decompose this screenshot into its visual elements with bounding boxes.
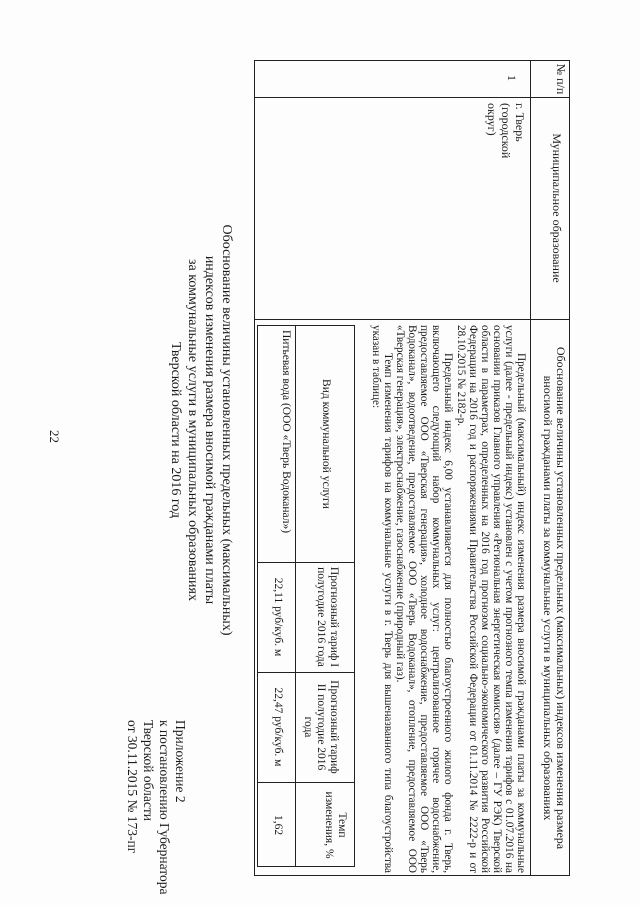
inner-header-tariff-h2: Прогнозный тариф II полугодие 2016 года <box>302 680 340 774</box>
title-line: индексов изменения размера вносимой гражданами платы <box>202 255 217 605</box>
inner-header-divider <box>295 326 296 866</box>
row-number: 1 <box>505 75 519 81</box>
inner-header-service: Вид коммунальной услуги <box>320 379 332 509</box>
inner-cell-tariff-h1: 22,11 руб/куб. м <box>272 577 284 657</box>
inner-cell-rate: 1,62 <box>272 814 284 836</box>
paragraph: Предельный индекс 6,00 устанавливается для полностью благоустроенного жилого фонда г. Тверь, включающего следующий набор коммунальных услуг: централизованное горячее водоснабжение, предоставляемое ООО «Тверская генерация», холодное водоснабжение, предоставляемое ООО «Тверь Водоканал», водоотведение, предоставляемое ООО «Тверь Водоканал», отопление, предоставляемое ООО «Тверская генерация», электроснабжение, газоснабжение (природный газ). <box>394 325 455 873</box>
appendix-line: Тверской области <box>141 720 156 821</box>
appendix-block <box>124 720 188 900</box>
inner-divider <box>258 562 354 563</box>
inner-header-tariff-h1: Прогнозный тариф I полугодие 2016 года <box>315 566 340 668</box>
document-title <box>167 150 235 710</box>
municipality-name: г. Тверь (городской округ) <box>485 103 527 159</box>
appendix-line: к постановлению Губернатора <box>157 720 172 895</box>
header-municipality: Муниципальное образование <box>550 133 564 283</box>
title-line: Тверской области на 2016 год <box>168 341 183 518</box>
inner-divider <box>258 672 354 673</box>
inner-cell-tariff-h2: 22,47 руб/куб. м <box>272 687 284 767</box>
header-justification: Обоснование величины установленных предельных (максимальных) индексов изменения размера вносимой гражданами платы за коммунальные услуги в муниципальных образованиях <box>541 346 568 850</box>
justification-text <box>370 325 527 873</box>
column-divider <box>255 97 569 98</box>
page-number: 22 <box>47 430 62 443</box>
appendix-line: от 30.11.2015 № 173-пг <box>125 720 140 854</box>
paragraph: Темп изменения тарифов на коммунальные услуги в г. Тверь для вышеназванного типа благоустройства указан в таблице: <box>369 325 394 873</box>
header-num: № п/п <box>554 63 568 95</box>
inner-cell-service: Питьевая вода (ООО «Тверь Водоканал») <box>280 330 292 534</box>
header-divider <box>530 61 531 875</box>
tariff-table <box>257 325 355 867</box>
inner-divider <box>258 782 354 783</box>
inner-header-rate: Темп изменения, % <box>323 791 348 859</box>
title-line: за коммунальные услуги в муниципальных образованиях <box>185 259 200 601</box>
column-divider <box>255 319 569 320</box>
paragraph: Предельный (максимальный) индекс изменения размера вносимой гражданами платы за коммунальные услуги (далее - предельный индекс) установлен с учетом прогнозного темпа изменения тарифов с 01.07.2016 на основании приказов Главного управления «Региональная энергетическая комиссия» (далее – ГУ РЭК) Тверской области в параметрах, определенных на 2016 год прогнозом социально-экономического развития Российской Федерации на 2016 год и распоряжениями Правительства Российской Федерации от 01.11.2014 № 2222-р и от 28.10.2015 № 2182-р. <box>454 325 527 873</box>
title-line: Обоснование величины установленных предельных (максимальных) <box>219 224 234 636</box>
main-table <box>254 60 570 876</box>
appendix-line: Приложение 2 <box>173 720 188 803</box>
